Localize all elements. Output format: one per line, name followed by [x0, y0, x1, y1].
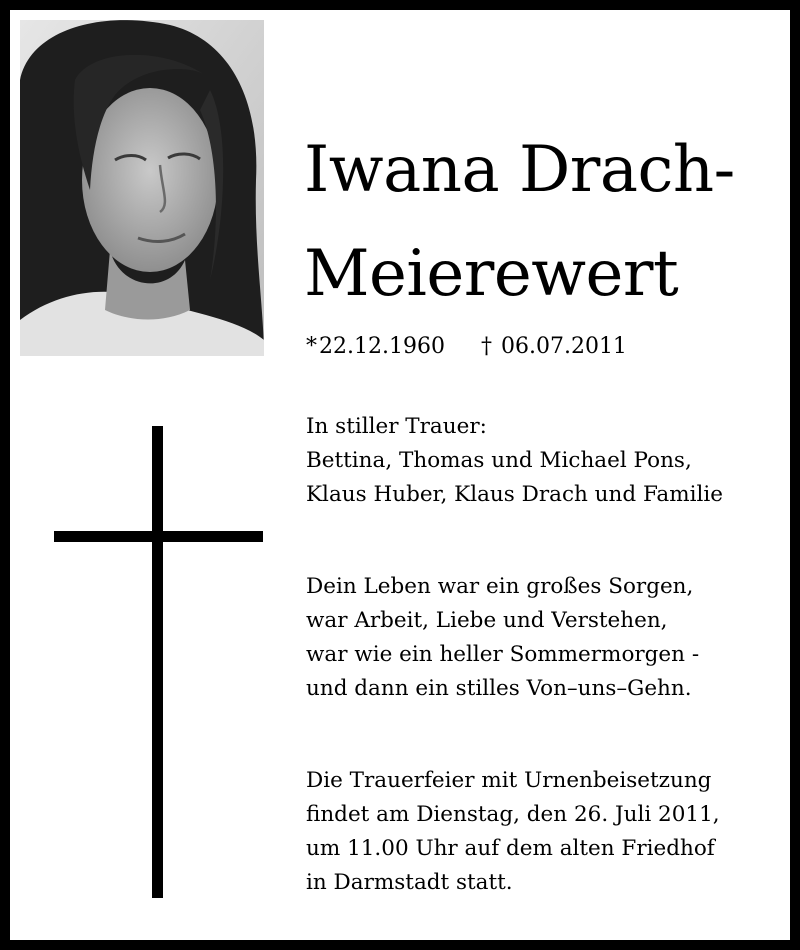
- cross-horizontal-bar: [54, 531, 263, 542]
- mourners-line: In stiller Trauer:: [306, 414, 487, 439]
- mourners-line: Klaus Huber, Klaus Drach und Familie: [306, 482, 723, 507]
- death-dagger-icon: †: [480, 334, 492, 359]
- ceremony-line: in Darmstadt statt.: [306, 870, 513, 895]
- ceremony-block: [306, 764, 786, 900]
- mourners-line: Bettina, Thomas und Michael Pons,: [306, 448, 692, 473]
- ceremony-line: Die Trauerfeier mit Urnenbeisetzung: [306, 768, 712, 793]
- ceremony-line: um 11.00 Uhr auf dem alten Friedhof: [306, 836, 715, 861]
- mourners-block: [306, 410, 786, 512]
- birth-date: 22.12.1960: [319, 334, 445, 359]
- death-date: 06.07.2011: [500, 334, 627, 359]
- poem-line: Dein Leben war ein großes Sorgen,: [306, 574, 694, 599]
- ceremony-line: findet am Dienstag, den 26. Juli 2011,: [306, 802, 720, 827]
- portrait-image: [20, 20, 264, 356]
- life-dates: [306, 332, 786, 362]
- deceased-name: [304, 118, 784, 326]
- portrait-photo: [20, 20, 264, 356]
- poem-line: war wie ein heller Sommermorgen -: [306, 642, 700, 667]
- cross-vertical-bar: [152, 426, 163, 898]
- name-line-1: Iwana Drach-: [304, 133, 735, 207]
- poem-line: und dann ein stilles Von–uns–Gehn.: [306, 676, 692, 701]
- name-line-2: Meierewert: [304, 237, 679, 311]
- birth-star-icon: *: [306, 334, 317, 359]
- poem-line: war Arbeit, Liebe und Verstehen,: [306, 608, 668, 633]
- poem-block: [306, 570, 786, 706]
